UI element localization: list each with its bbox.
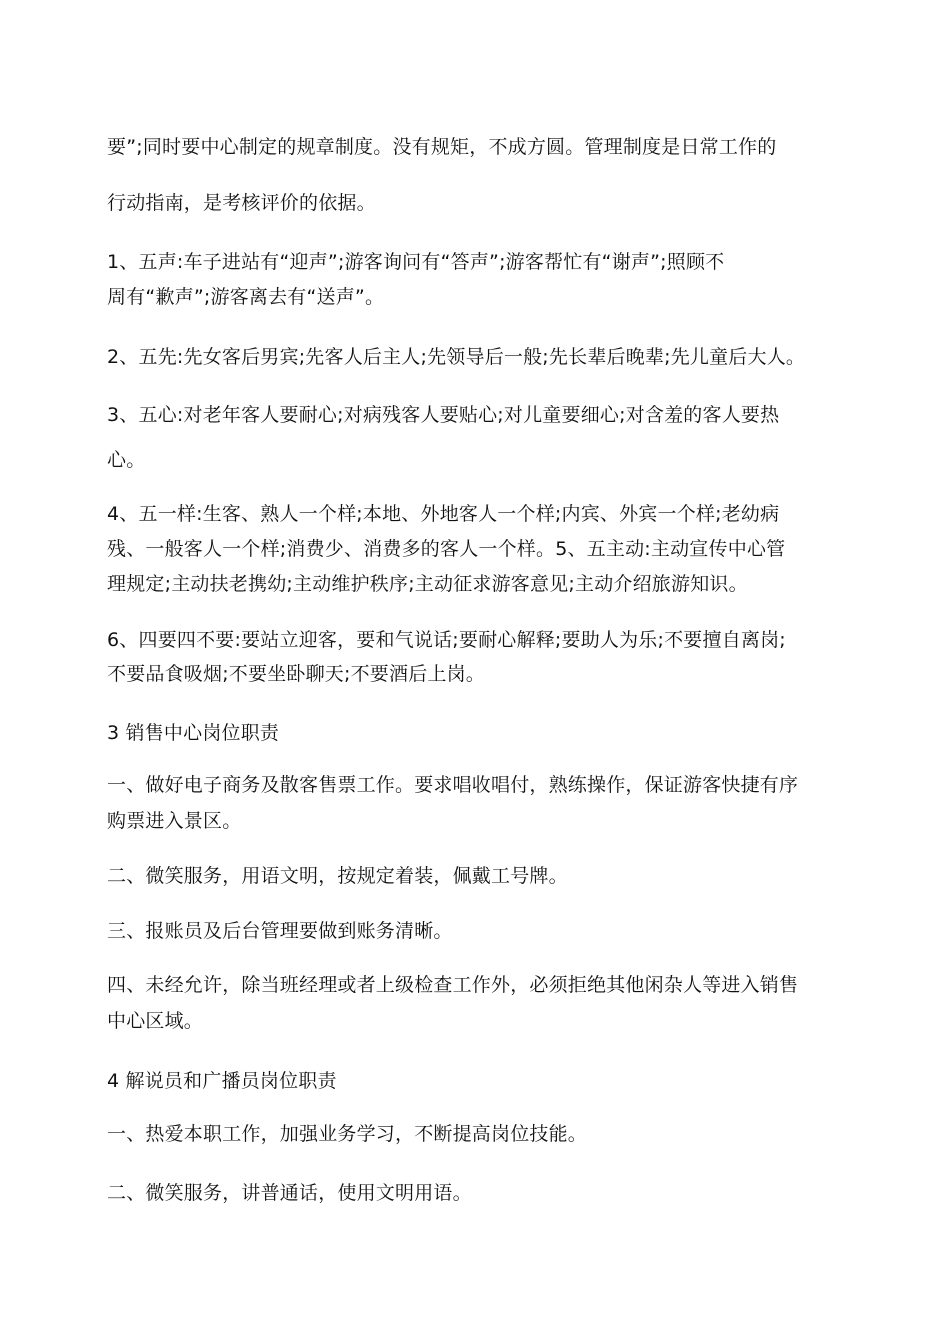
text-line-10: 理规定;主动扶老携幼;主动维护秩序;主动征求游客意见;主动介绍旅游知识。	[107, 573, 748, 595]
text-line-8: 4、五一样:生客、熟人一个样;本地、外地客人一个样;内宾、外宾一个样;老幼病	[107, 503, 780, 525]
text-line-12: 不要品食吸烟;不要坐卧聊天;不要酒后上岗。	[107, 663, 486, 685]
text-line-1: 要”;同时要中心制定的规章制度。没有规矩，不成方圆。管理制度是日常工作的	[107, 136, 777, 158]
text-line-14: 一、做好电子商务及散客售票工作。要求唱收唱付，熟练操作，保证游客快捷有序	[107, 774, 799, 796]
text-line-11: 6、四要四不要:要站立迎客，要和气说话;要耐心解释;要助人为乐;不要擅自离岗;	[107, 629, 786, 651]
text-line-18: 四、未经允许，除当班经理或者上级检查工作外，必须拒绝其他闲杂人等进入销售	[107, 974, 799, 996]
text-line-5: 2、五先:先女客后男宾;先客人后主人;先领导后一般;先长辈后晚辈;先儿童后大人。	[107, 346, 806, 368]
section-heading-sales: 3 销售中心岗位职责	[107, 722, 280, 744]
text-line-7: 心。	[107, 449, 146, 471]
text-line-4: 周有“歉声”;游客离去有“送声”。	[107, 286, 385, 308]
text-line-22: 二、微笑服务，讲普通话，使用文明用语。	[107, 1182, 472, 1204]
section-heading-guide: 4 解说员和广播员岗位职责	[107, 1070, 337, 1092]
text-line-15: 购票进入景区。	[107, 810, 242, 832]
text-line-9: 残、一般客人一个样;消费少、消费多的客人一个样。5、五主动:主动宣传中心管	[107, 538, 786, 560]
text-line-6: 3、五心:对老年客人要耐心;对病残客人要贴心;对儿童要细心;对含羞的客人要热	[107, 404, 780, 426]
text-line-21: 一、热爱本职工作，加强业务学习，不断提高岗位技能。	[107, 1123, 588, 1145]
text-line-3: 1、五声:车子进站有“迎声”;游客询问有“答声”;游客帮忙有“谢声”;照顾不	[107, 251, 725, 273]
text-line-17: 三、报账员及后台管理要做到账务清晰。	[107, 920, 453, 942]
text-line-19: 中心区域。	[107, 1010, 204, 1032]
text-line-16: 二、微笑服务，用语文明，按规定着装，佩戴工号牌。	[107, 865, 568, 887]
text-line-2: 行动指南，是考核评价的依据。	[107, 192, 376, 214]
